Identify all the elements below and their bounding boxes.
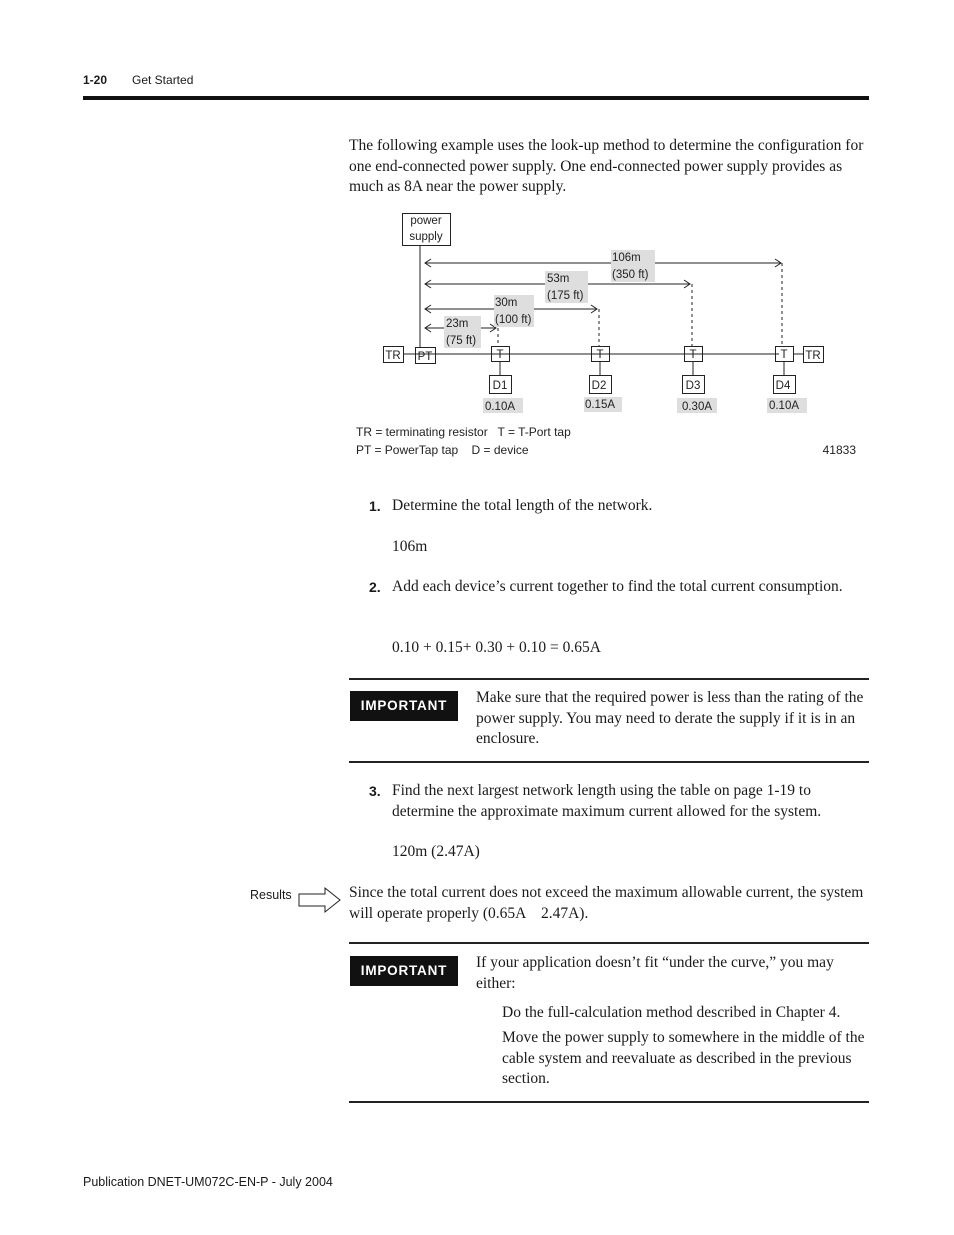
- step-3-number: 3.: [369, 783, 381, 799]
- tap-label-2: T: [596, 349, 604, 361]
- distance-23m-ft: (75 ft): [446, 335, 477, 347]
- important-2-text: If your application doesn’t fit “under the curve,” you may either:: [476, 954, 834, 992]
- results-label: Results: [250, 888, 292, 902]
- important-1-top-rule: [349, 678, 869, 680]
- tr-left-label: TR: [385, 350, 401, 362]
- legend-line-1: TR = terminating resistor T = T-Port tap: [356, 425, 571, 439]
- step-2: [369, 577, 869, 599]
- step-1-value: 106m: [392, 538, 428, 555]
- important-2-label: IMPORTANT: [350, 956, 458, 986]
- results-text: Since the total current does not exceed the maximum allowable current, the system will operate properly (0.65A 2.47A).: [349, 884, 868, 922]
- step-1-number: 1.: [369, 498, 381, 514]
- device-current-2: 0.15A: [584, 399, 616, 411]
- step-3-text: Find the next largest network length using the table on page 1-19 to determine the approximate maximum current allowed for the system.: [392, 782, 822, 820]
- publication-footer: Publication DNET-UM072C-EN-P - July 2004: [83, 1175, 333, 1189]
- network-diagram: [349, 205, 869, 465]
- important-2-bottom-rule: [349, 1101, 869, 1103]
- device-current-1: 0.10A: [484, 401, 516, 413]
- tap-label-4: T: [780, 349, 788, 361]
- section-title: Get Started: [132, 73, 194, 87]
- intro-paragraph: The following example uses the look-up method to determine the configuration for one end-connected power supply. One end-connected power supply provides as much as 8A near the power supply.: [349, 137, 864, 195]
- power-supply-label-1: power: [410, 215, 442, 227]
- distance-30m-m: 30m: [495, 297, 518, 309]
- pt-label: PT: [417, 351, 433, 363]
- step-3-value: 120m (2.47A): [392, 843, 480, 860]
- device-current-4: 0.10A: [768, 400, 800, 412]
- tap-label-3: T: [689, 349, 697, 361]
- distance-53m-ft: (175 ft): [547, 290, 584, 302]
- device-label-2: D2: [591, 380, 607, 392]
- important-2-option-1: Do the full-calculation method described in Chapter 4.: [502, 1004, 841, 1021]
- device-label-3: D3: [685, 380, 701, 392]
- step-2-value: 0.10 + 0.15+ 0.30 + 0.10 = 0.65A: [392, 639, 601, 656]
- distance-106m-m: 106m: [612, 252, 641, 264]
- device-label-1: D1: [492, 380, 508, 392]
- figure-number: 41833: [822, 443, 856, 457]
- power-supply-label-2: supply: [409, 231, 443, 243]
- important-2-top-rule: [349, 942, 869, 944]
- distance-53m-m: 53m: [547, 273, 570, 285]
- tap-label-1: T: [496, 349, 504, 361]
- legend-line-2: PT = PowerTap tap D = device: [356, 443, 529, 457]
- step-3: [369, 781, 869, 820]
- important-1-label: IMPORTANT: [350, 691, 458, 721]
- important-1-bottom-rule: [349, 761, 869, 763]
- device-current-3: 0.30A: [681, 401, 713, 413]
- important-2-option-2: Move the power supply to somewhere in the middle of the cable system and reevaluate as described in the previous section.: [502, 1029, 865, 1087]
- results-arrow-icon: [298, 886, 342, 914]
- step-1: [369, 496, 869, 518]
- device-label-4: D4: [775, 380, 791, 392]
- step-2-number: 2.: [369, 579, 381, 595]
- distance-23m-m: 23m: [446, 318, 469, 330]
- important-1-text: Make sure that the required power is less than the rating of the power supply. You may need to derate the supply if it is in an enclosure.: [476, 689, 864, 747]
- tr-right-label: TR: [805, 350, 821, 362]
- page-number: 1-20: [83, 73, 108, 87]
- distance-106m-ft: (350 ft): [612, 269, 649, 281]
- step-2-text: Add each device’s current together to find the total current consumption.: [392, 578, 843, 595]
- step-1-text: Determine the total length of the network.: [392, 497, 653, 514]
- distance-30m-ft: (100 ft): [495, 314, 532, 326]
- header-rule: [83, 96, 869, 100]
